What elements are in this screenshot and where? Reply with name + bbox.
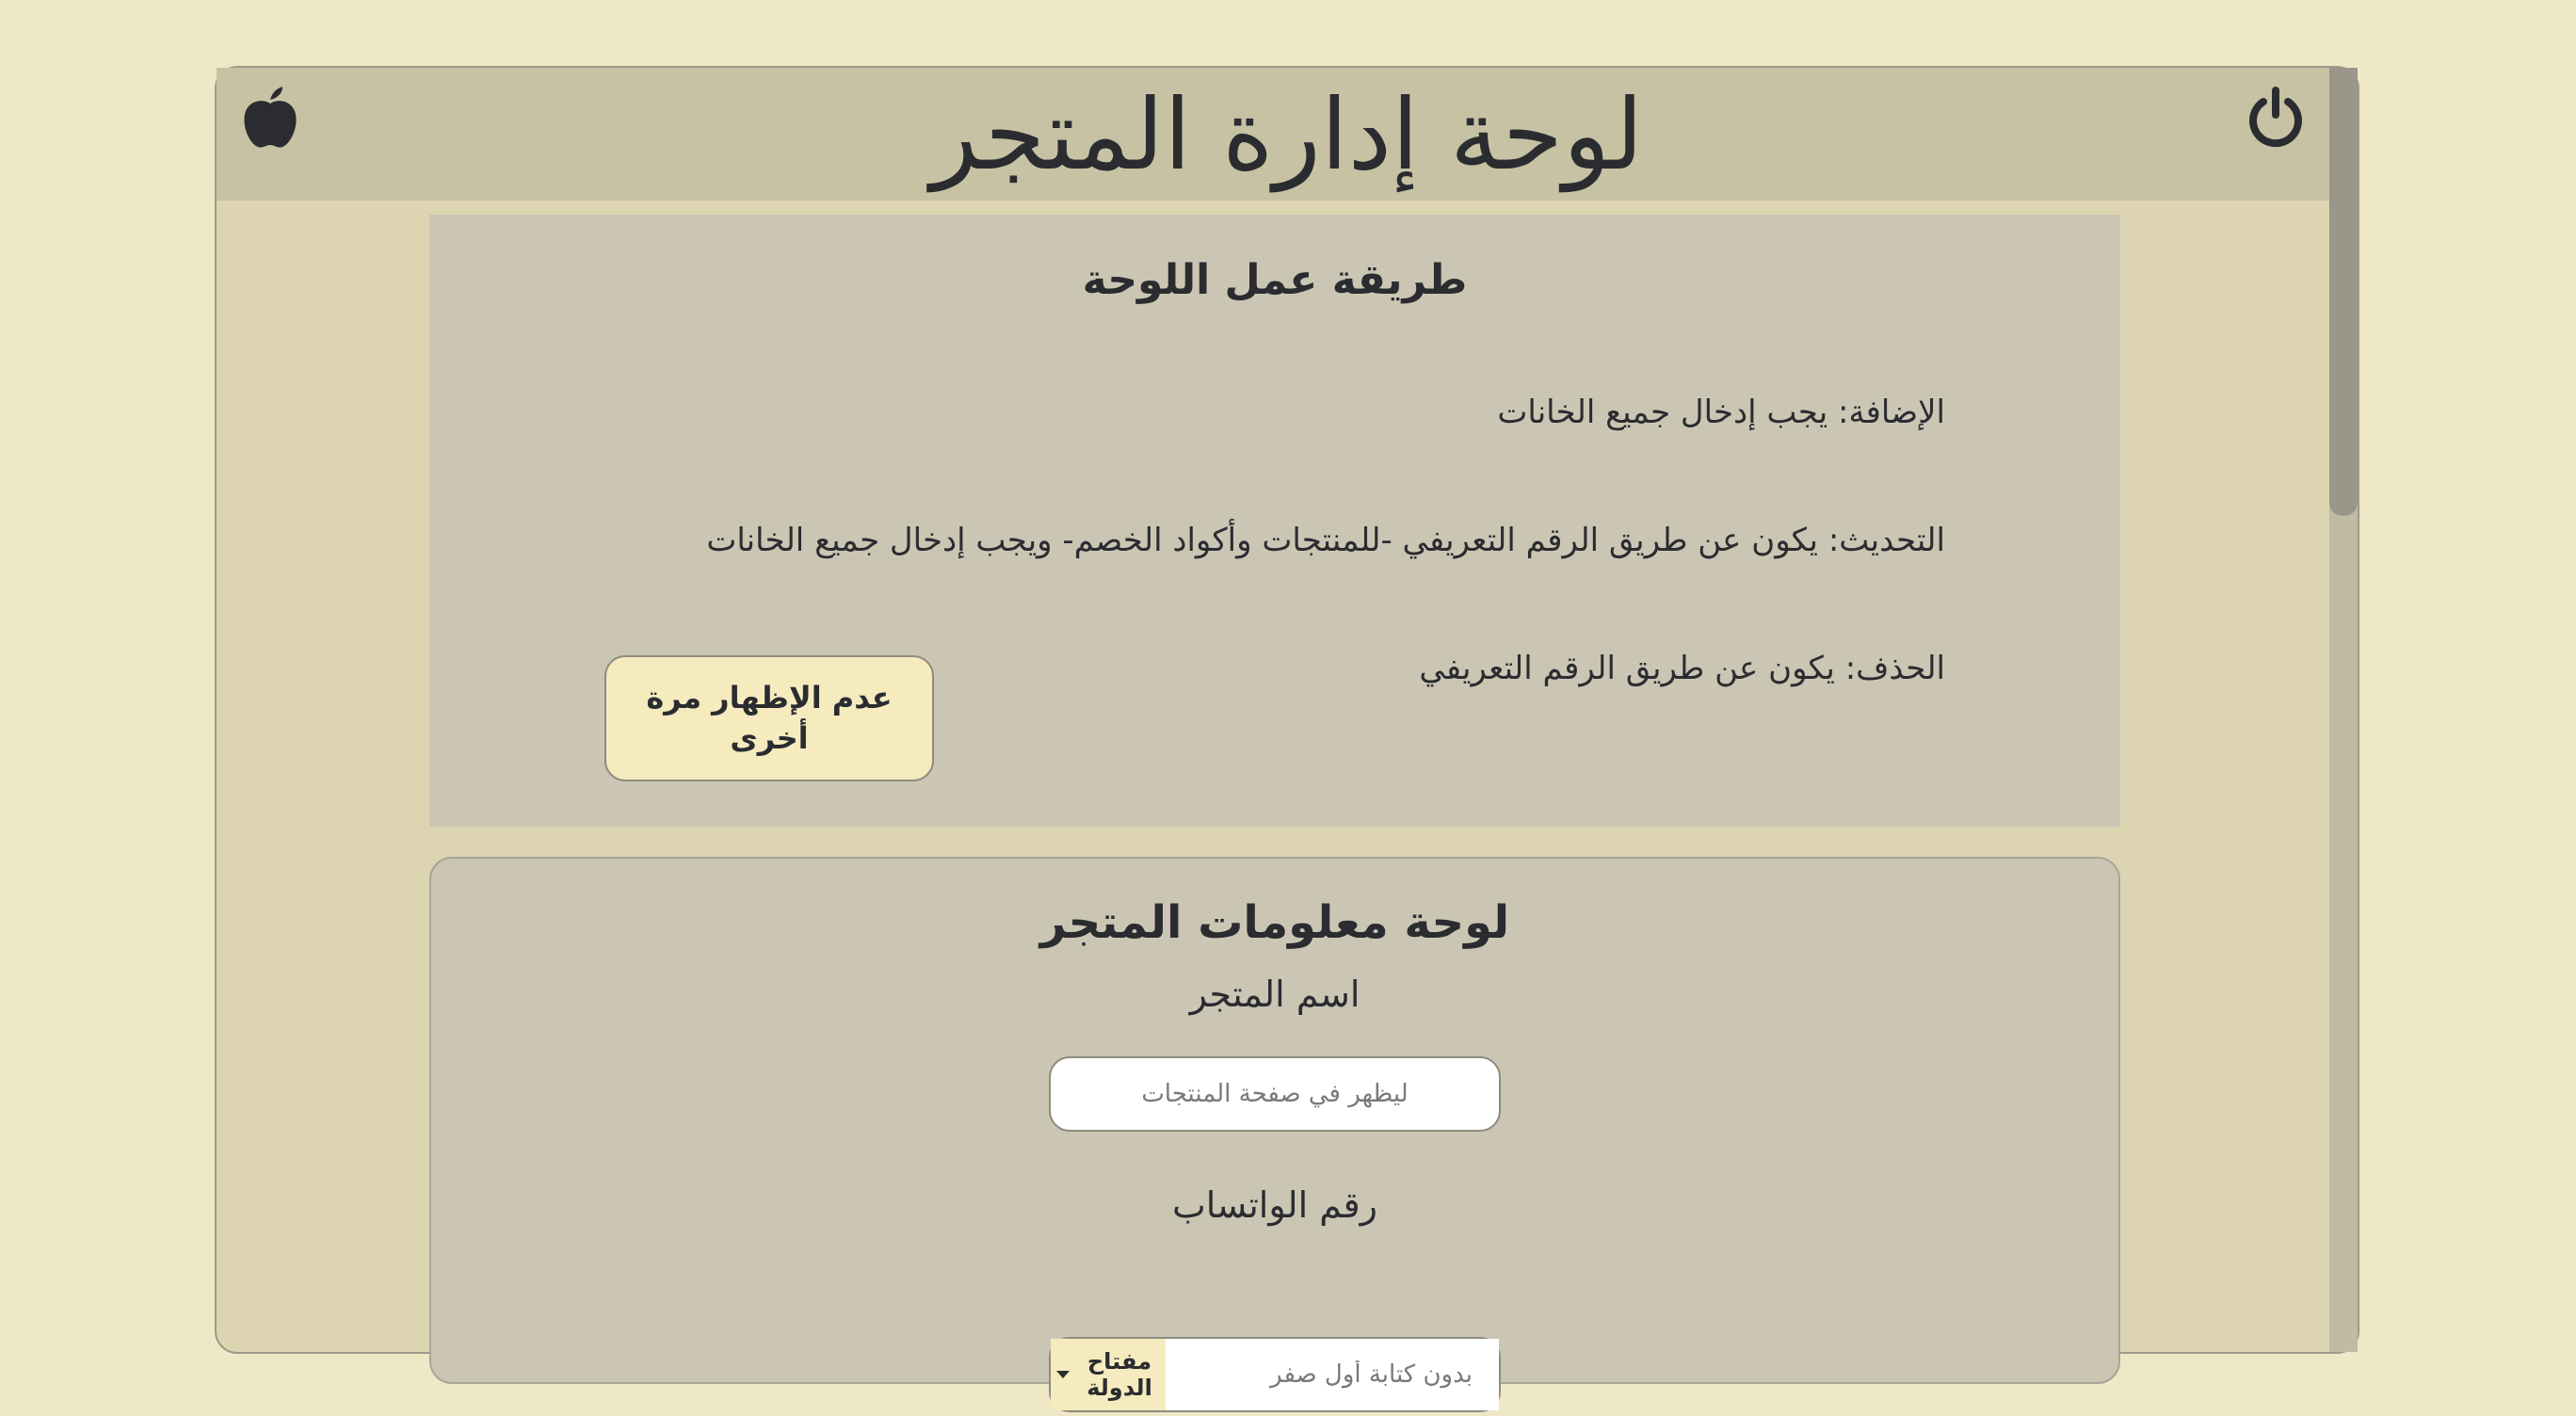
store-info-panel xyxy=(429,857,2120,1401)
app-window xyxy=(215,66,2359,1401)
country-code-label: مفتاح الدولة xyxy=(1087,1348,1152,1401)
power-icon[interactable] xyxy=(2245,87,2307,149)
instruction-add: الإضافة: يجب إدخال جميع الخانات xyxy=(1497,394,1945,431)
whatsapp-number-input[interactable] xyxy=(1166,1339,1499,1410)
header-bar xyxy=(217,68,2358,201)
instruction-delete: الحذف: يكون عن طريق الرقم التعريفي xyxy=(1419,650,1945,687)
instruction-update: التحديث: يكون عن طريق الرقم التعريفي -للمنتجات وأكواد الخصم- ويجب إدخال جميع الخانات xyxy=(706,522,1945,559)
store-name-label: اسم المتجر xyxy=(1189,974,1360,1015)
country-code-dropdown[interactable] xyxy=(1051,1339,1166,1410)
store-panel-title: لوحة معلومات المتجر xyxy=(1039,896,1510,949)
instructions-title: طريقة عمل اللوحة xyxy=(1082,256,1468,304)
whatsapp-label: رقم الواتساب xyxy=(1171,1184,1378,1226)
scrollbar-thumb[interactable] xyxy=(2329,68,2358,516)
instructions-panel xyxy=(429,215,2120,827)
dont-show-again-button[interactable]: عدم الإظهار مرة أخرى xyxy=(604,655,934,781)
store-name-input[interactable] xyxy=(1049,1056,1501,1132)
phone-input-group xyxy=(1049,1337,1501,1412)
scrollbar-track[interactable] xyxy=(2329,68,2358,1352)
page-title: لوحة إدارة المتجر xyxy=(930,76,1644,192)
caret-down-icon xyxy=(1056,1371,1070,1378)
